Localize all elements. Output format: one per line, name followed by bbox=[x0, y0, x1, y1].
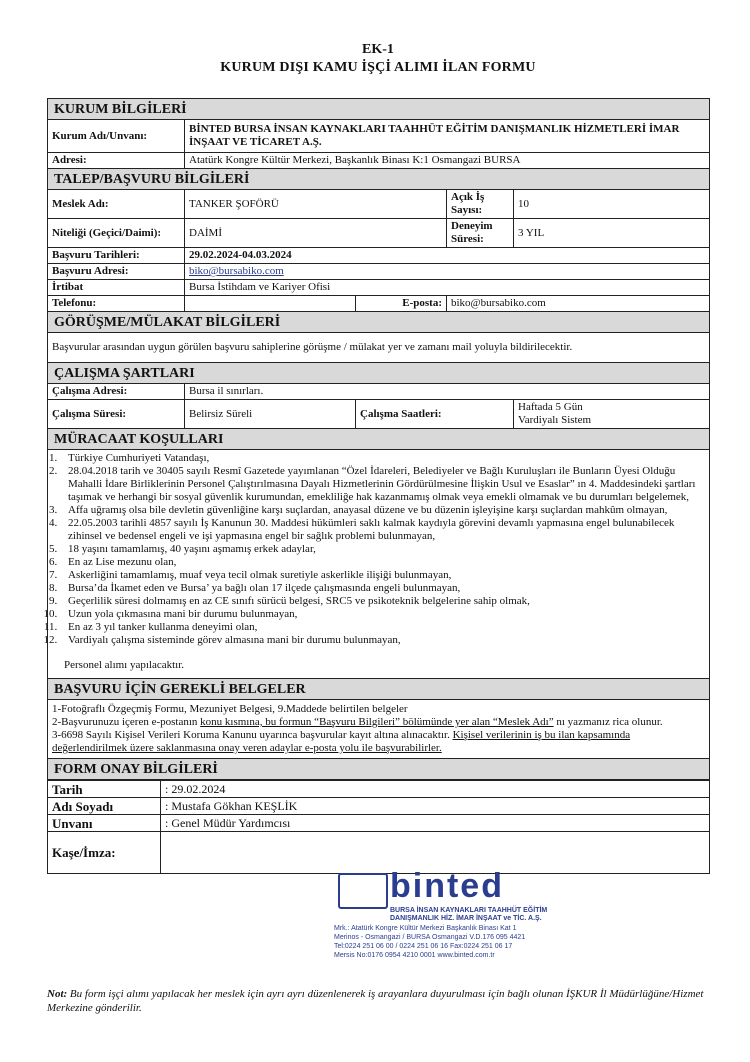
contact-label: İrtibat bbox=[48, 280, 185, 296]
company-stamp bbox=[330, 867, 575, 983]
section-application: TALEP/BAŞVURU BİLGİLERİ bbox=[48, 169, 710, 190]
binted-logo-icon bbox=[338, 873, 388, 909]
conditions-list bbox=[48, 452, 705, 647]
work-address-value: Bursa il sınırları. bbox=[185, 384, 710, 400]
condition-item: 9. Geçerlilik süresi dolmamış en az CE sınıfı sürücü belgesi, SRC5 ve psikoteknik belgelerine sahip olmak, bbox=[60, 595, 705, 608]
conditions-footer: Personel alımı yapılacaktır. bbox=[64, 659, 185, 671]
section-approval: FORM ONAY BİLGİLERİ bbox=[48, 759, 710, 780]
work-hours-line2: Vardiyalı Sistem bbox=[518, 414, 592, 426]
section-institution: KURUM BİLGİLERİ bbox=[48, 99, 710, 120]
documents-cell bbox=[48, 700, 710, 759]
condition-item: 3. Affa uğramış olsa bile devletin güvenliğine karşı suçlardan, anayasal düzene ve bu düzenin işleyişine karşı suçlardan mahkûm olmayan, bbox=[60, 504, 705, 517]
institution-address-value: Atatürk Kongre Kültür Merkezi, Başkanlık Binası K:1 Osmangazi BURSA bbox=[185, 153, 710, 169]
footer-note bbox=[47, 987, 717, 1015]
condition-item: 8. Bursa’da İkamet eden ve Bursa’ ya bağlı olan 17 ilçede çalışmasında engeli bulunmayan, bbox=[60, 582, 705, 595]
work-duration-value: Belirsiz Süreli bbox=[185, 400, 356, 429]
note-prefix: Not: bbox=[47, 988, 68, 1000]
condition-item: 1. Türkiye Cumhuriyeti Vatandaşı, bbox=[60, 452, 705, 465]
open-positions-value: 10 bbox=[514, 190, 710, 219]
phone-label: Telefonu: bbox=[48, 296, 185, 312]
condition-item: 5. 18 yaşını tamamlamış, 40 yaşını aşmamış erkek adaylar, bbox=[60, 543, 705, 556]
work-address-label: Çalışma Adresi: bbox=[48, 384, 185, 400]
institution-address-label: Adresi: bbox=[48, 153, 185, 169]
institution-name-value: BİNTED BURSA İNSAN KAYNAKLARI TAAHHÜT EĞİTİM DANIŞMANLIK HİZMETLERİ İMAR İNŞAAT VE TİCARET A.Ş. bbox=[185, 120, 710, 153]
condition-item: 4. 22.05.2003 tarihli 4857 sayılı İş Kanunun 30. Maddesi hükümleri saklı kalmak kaydıyla görevini devamlı yapmasına engel bulunabilecek zihinsel ve bedensel engeli ve işi yapmasına engel bir sağlık problemi bulunmayan, bbox=[60, 517, 705, 543]
approval-title-value: : Genel Müdür Yardımcısı bbox=[161, 815, 710, 832]
approval-stamp-label: Kaşe/İmza: bbox=[48, 832, 161, 874]
form-title: KURUM DIŞI KAMU İŞÇİ ALIMI İLAN FORMU bbox=[220, 60, 536, 75]
stamp-brand: binted bbox=[390, 867, 504, 905]
dates-label: Başvuru Tarihleri: bbox=[48, 248, 185, 264]
document-item-2: 2-Başvurunuzu içeren e-postanın konu kısmına, bu formun “Başvuru Bilgileri” bölümünde yer alan “Meslek Adı” nı yazmanız rica olunur. bbox=[52, 716, 663, 728]
trial-value: 3 YIL bbox=[514, 219, 710, 248]
approval-title-label: Unvanı bbox=[48, 815, 161, 832]
condition-item: 12. Vardiyalı çalışma sisteminde görev almasına mani bir durumu bulunmayan, bbox=[60, 634, 705, 647]
note-text: Bu form işçi alımı yapılacak her meslek için ayrı ayrı düzenlenerek iş arayanlara duyurulması için bağlı olunan İŞKUR İl Müdürlüğüne/Hizmet Merkezine gönderilir. bbox=[47, 988, 704, 1014]
work-hours-line1: Haftada 5 Gün bbox=[518, 401, 583, 413]
work-hours-value bbox=[514, 400, 710, 429]
apply-address-link[interactable]: biko@bursabiko.com bbox=[185, 264, 710, 280]
stamp-line-2: DANIŞMANLIK HİZ. İMAR İNŞAAT ve TİC. A.Ş. bbox=[390, 915, 542, 922]
form-table bbox=[47, 98, 710, 780]
document-item-1: 1-Fotoğraflı Özgeçmiş Formu, Mezuniyet Belgesi, 9.Maddede belirtilen belgeler bbox=[52, 703, 408, 715]
dates-value: 29.02.2024-04.03.2024 bbox=[185, 248, 710, 264]
document-item-3: 3-6698 Sayılı Kişisel Verileri Koruma Kanunu uyarınca başvurular kayıt altına alınacaktır. Kişisel verilerinin iş bu ilan kapsamında değerlendirilmek üzere saklanmasına onay veren adaylar e-posta yolu ile başvurabilirler. bbox=[52, 729, 631, 754]
section-conditions: MÜRACAAT KOŞULLARI bbox=[48, 429, 710, 450]
type-label: Niteliği (Geçici/Daimi): bbox=[48, 219, 185, 248]
section-documents: BAŞVURU İÇİN GEREKLİ BELGELER bbox=[48, 679, 710, 700]
open-positions-label: Açık İş Sayısı: bbox=[447, 190, 514, 219]
approval-date-label: Tarih bbox=[48, 781, 161, 798]
conditions-cell bbox=[48, 450, 710, 679]
approval-date-value: : 29.02.2024 bbox=[161, 781, 710, 798]
apply-address-label: Başvuru Adresi: bbox=[48, 264, 185, 280]
condition-item: 2. 28.04.2018 tarih ve 30405 sayılı Resmî Gazetede yayımlanan “Özel İdareleri, Belediyeler ve Bağlı Kuruluşları ile Bunların Üyesi Olduğu Mahalli İdare Birliklerinin Personel Çalıştırılmasına Dayalı Hizmetlerinin Gördürülmesine İlişkin Usul ve Esaslar” ın 4. Maddesindeki şartları taşımak ve herhangi bir sosyal güvenlik kurumundan, emekliliğe hak kazanmamış olmak veya emekli olmamak ve bu durumları belgelemek, bbox=[60, 465, 705, 504]
condition-item: 10. Uzun yola çıkmasına mani bir durumu bulunmayan, bbox=[60, 608, 705, 621]
stamp-line-5: Tel:0224 251 06 00 / 0224 251 06 16 Fax:0224 251 06 17 bbox=[334, 943, 513, 950]
stamp-line-4: Merinos - Osmangazi / BURSA Osmangazi V.D.176 095 4421 bbox=[334, 934, 526, 941]
trial-label: Deneyim Süresi: bbox=[447, 219, 514, 248]
interview-text: Başvurular arasından uygun görülen başvuru sahiplerine görüşme / mülakat yer ve zamanı mail yoluyla bildirilecektir. bbox=[48, 333, 710, 363]
condition-item: 11. En az 3 yıl tanker kullanma deneyimi olan, bbox=[60, 621, 705, 634]
phone-value bbox=[185, 296, 356, 312]
condition-item: 6. En az Lise mezunu olan, bbox=[60, 556, 705, 569]
stamp-line-1: BURSA İNSAN KAYNAKLARI TAAHHÜT EĞİTİM bbox=[390, 907, 548, 914]
approval-name-label: Adı Soyadı bbox=[48, 798, 161, 815]
stamp-line-3: Mrk.: Atatürk Kongre Kültür Merkezi Başkanlık Binası Kat 1 bbox=[334, 925, 517, 932]
stamp-line-6: Mersis No:0176 0954 4210 0001 www.binted.com.tr bbox=[334, 952, 495, 959]
section-work: ÇALIŞMA ŞARTLARI bbox=[48, 363, 710, 384]
contact-value: Bursa İstihdam ve Kariyer Ofisi bbox=[185, 280, 710, 296]
job-value: TANKER ŞOFÖRÜ bbox=[185, 190, 447, 219]
type-value: DAİMİ bbox=[185, 219, 447, 248]
work-hours-label: Çalışma Saatleri: bbox=[356, 400, 514, 429]
section-interview: GÖRÜŞME/MÜLAKAT BİLGİLERİ bbox=[48, 312, 710, 333]
email-value: biko@bursabiko.com bbox=[447, 296, 710, 312]
approval-name-value: : Mustafa Gökhan KEŞLİK bbox=[161, 798, 710, 815]
condition-item: 7. Askerliğini tamamlamış, muaf veya tecil olmak suretiyle askerlikle ilişiği bulunmayan, bbox=[60, 569, 705, 582]
institution-name-label: Kurum Adı/Unvanı: bbox=[48, 120, 185, 153]
job-label: Meslek Adı: bbox=[48, 190, 185, 219]
approval-table bbox=[47, 780, 710, 874]
email-label: E-posta: bbox=[356, 296, 447, 312]
work-duration-label: Çalışma Süresi: bbox=[48, 400, 185, 429]
annex-label: EK-1 bbox=[362, 42, 394, 57]
